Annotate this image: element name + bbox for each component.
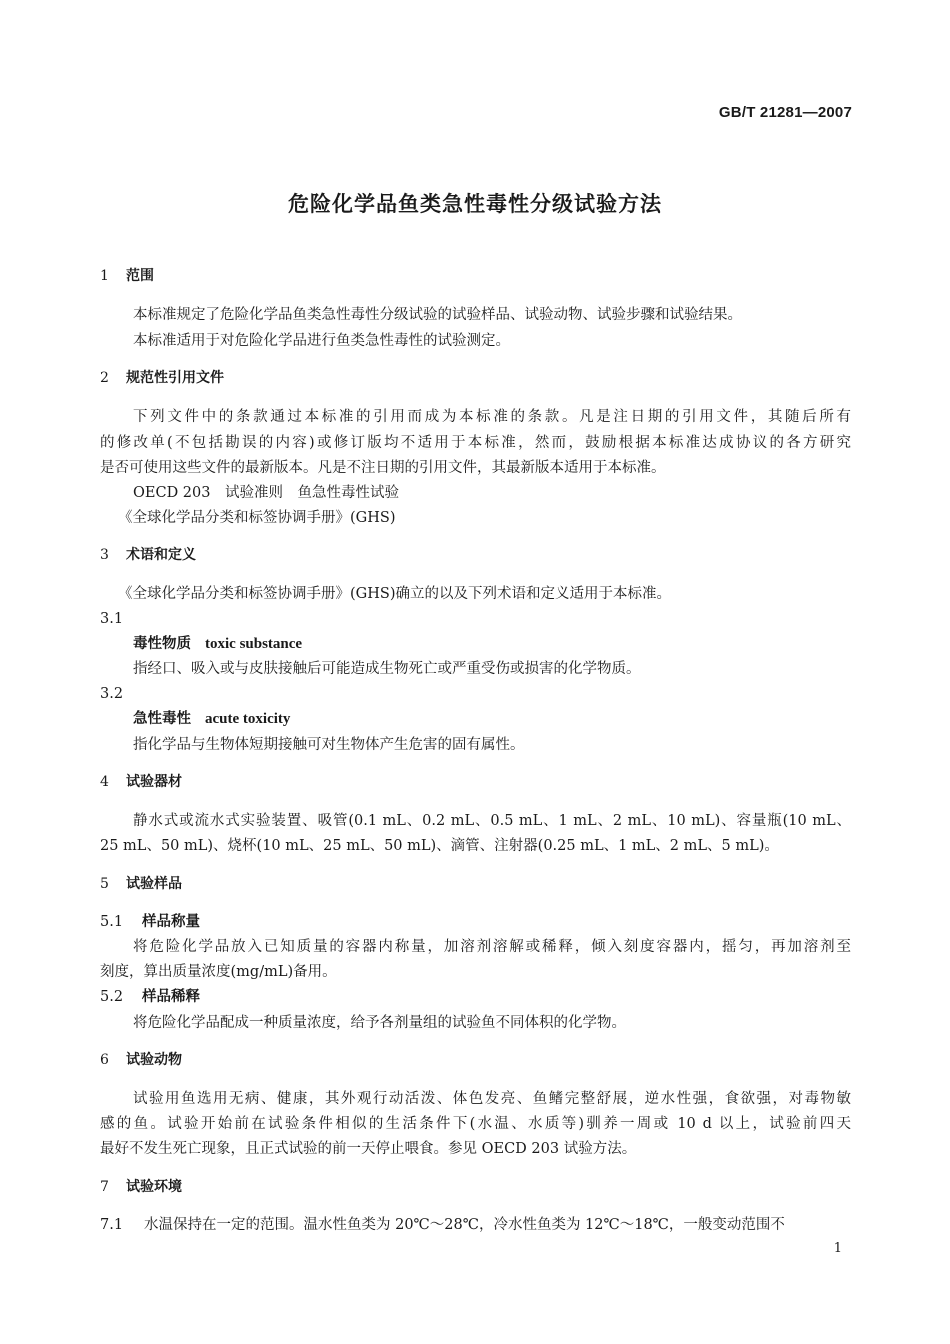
paragraph-line: 试验用鱼选用无病、健康，其外观行动活泼、体色发亮、鱼鳍完整舒展，逆水性强，食欲强，对毒物敏	[133, 1091, 851, 1107]
subsection-title: 样品称量	[142, 914, 200, 930]
term-entry	[133, 634, 302, 654]
term-english: toxic substance	[205, 636, 303, 652]
standard-code: GB/T 21281—2007	[718, 104, 852, 121]
term-english: acute toxicity	[205, 711, 291, 727]
term-number: 3.2	[100, 686, 124, 702]
paragraph-line: 将危险化学品放入已知质量的容器内称量，加溶剂溶解或稀释，倾入刻度容器内，摇匀，再加溶剂至	[133, 939, 851, 955]
page-number: 1	[833, 1241, 842, 1256]
subsection-title: 样品稀释	[142, 989, 200, 1005]
term-definition: 指化学品与生物体短期接触可对生物体产生危害的固有属性。	[133, 737, 525, 753]
subsection-7-1	[100, 1215, 785, 1235]
paragraph: 本标准适用于对危险化学品进行鱼类急性毒性的试验测定。	[133, 333, 510, 349]
term-number: 3.1	[100, 611, 124, 627]
section-number: 7	[100, 1179, 109, 1195]
section-number: 6	[100, 1052, 109, 1068]
section-title: 试验样品	[126, 876, 182, 892]
paragraph: 本标准规定了危险化学品鱼类急性毒性分级试验的试验样品、试验动物、试验步骤和试验结果。	[133, 307, 742, 323]
reference-item: 《全球化学品分类和标签协调手册》(GHS)	[118, 510, 396, 526]
term-definition: 指经口、吸入或与皮肤接触后可能造成生物死亡或严重受伤或损害的化学物质。	[133, 661, 641, 677]
section-number: 1	[100, 268, 109, 284]
paragraph-line: 水温保持在一定的范围。温水性鱼类为 20℃～28℃，冷水性鱼类为 12℃～18℃，一般变动范围不	[144, 1217, 785, 1233]
section-title: 试验动物	[126, 1052, 182, 1068]
section-number: 3	[100, 547, 109, 563]
section-title: 试验器材	[126, 774, 182, 790]
section-7-heading	[100, 1177, 182, 1197]
subsection-number: 5.2	[100, 989, 124, 1005]
subsection-number: 5.1	[100, 914, 124, 930]
term-chinese: 急性毒性	[133, 711, 191, 727]
section-number: 4	[100, 774, 109, 790]
section-3-heading	[100, 545, 196, 565]
paragraph-line: 25 mL、50 mL)、烧杯(10 mL、25 mL、50 mL)、滴管、注射器(0.25 mL、1 mL、2 mL、5 mL)。	[100, 838, 779, 854]
section-title: 规范性引用文件	[126, 370, 224, 386]
paragraph-line: 将危险化学品配成一种质量浓度，给予各剂量组的试验鱼不同体积的化学物。	[133, 1015, 626, 1031]
section-title: 术语和定义	[126, 547, 196, 563]
section-title: 范围	[126, 268, 154, 284]
section-6-heading	[100, 1050, 182, 1070]
section-2-heading	[100, 368, 224, 388]
section-number: 2	[100, 370, 109, 386]
paragraph-line: 下列文件中的条款通过本标准的引用而成为本标准的条款。凡是注日期的引用文件，其随后所有	[133, 409, 851, 425]
section-4-heading	[100, 772, 182, 792]
subsection-5-2-heading	[100, 987, 200, 1007]
paragraph-line: 的修改单(不包括勘误的内容)或修订版均不适用于本标准，然而，鼓励根据本标准达成协议的各方研究	[100, 435, 851, 451]
section-number: 5	[100, 876, 109, 892]
section-title: 试验环境	[126, 1179, 182, 1195]
subsection-number: 7.1	[100, 1217, 124, 1233]
paragraph: 《全球化学品分类和标签协调手册》(GHS)确立的以及下列术语和定义适用于本标准。	[118, 586, 671, 602]
subsection-5-1-heading	[100, 912, 200, 932]
paragraph-line: 感的鱼。试验开始前在试验条件相似的生活条件下(水温、水质等)驯养一周或 10 d 以上，试验前四天	[100, 1116, 851, 1132]
section-5-heading	[100, 874, 182, 894]
paragraph-line: 最好不发生死亡现象，且正式试验的前一天停止喂食。参见 OECD 203 试验方法。	[100, 1141, 637, 1157]
paragraph-line: 是否可使用这些文件的最新版本。凡是不注日期的引用文件，其最新版本适用于本标准。	[100, 460, 666, 476]
section-1-heading	[100, 266, 154, 286]
term-chinese: 毒性物质	[133, 636, 191, 652]
paragraph-line: 刻度，算出质量浓度(mg/mL)备用。	[100, 964, 337, 980]
paragraph-line: 静水式或流水式实验装置、吸管(0.1 mL、0.2 mL、0.5 mL、1 mL、2 mL、10 mL)、容量瓶(10 mL、	[133, 813, 851, 829]
document-title: 危险化学品鱼类急性毒性分级试验方法	[288, 192, 662, 216]
reference-item: OECD 203 试验准则 鱼急性毒性试验	[133, 485, 399, 501]
term-entry	[133, 709, 290, 729]
